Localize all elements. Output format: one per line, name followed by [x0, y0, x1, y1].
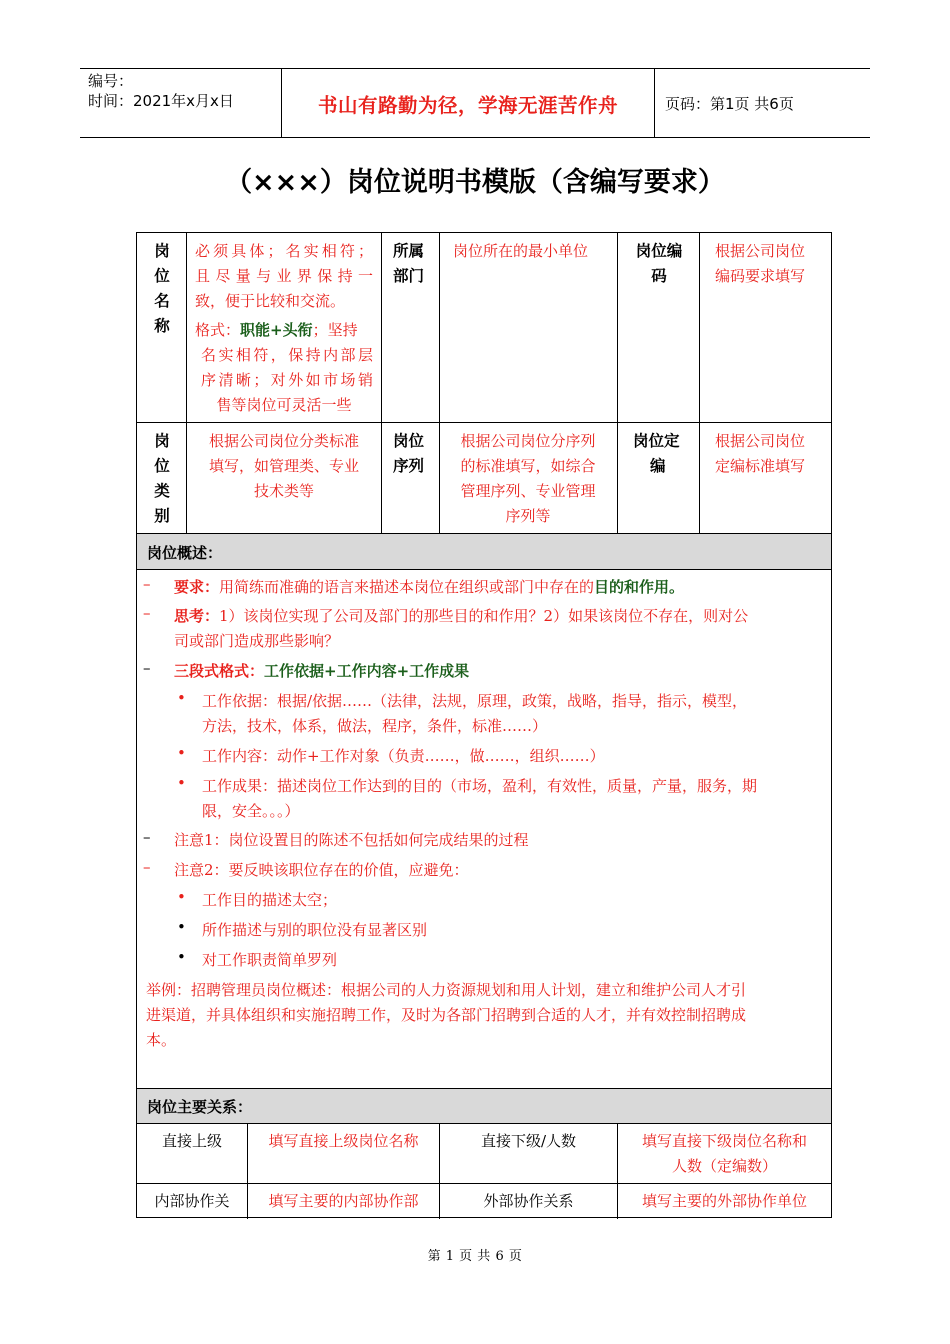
bullet-marker: • — [177, 689, 186, 707]
document-number-label: 编号： — [88, 72, 134, 90]
row-divider — [137, 569, 831, 570]
superior-label: 直接上级 — [161, 1132, 222, 1150]
row-divider — [137, 1183, 831, 1184]
overview-thinking: 思考：1）该岗位实现了公司及部门的那些目的和作用？2）如果该岗位不存在，则对公 司或部门造成那些影响？ — [174, 607, 749, 650]
job-type-value: 根据公司岗位分类标准 填写，如管理类、专业 技术类等 — [208, 432, 359, 500]
dash-marker: – — [143, 659, 151, 677]
job-type-label: 岗 位 类 别 — [154, 432, 170, 525]
col-divider — [617, 233, 618, 533]
external-cooperation-label: 外部协作关系 — [483, 1192, 574, 1210]
overview-heading-band — [137, 534, 831, 569]
page-footer: 第 1 页 共 6 页 — [427, 1249, 523, 1264]
job-name-label: 岗 位 名 称 — [154, 242, 170, 335]
dash-marker: – — [143, 604, 151, 622]
subordinate-value: 填写直接下级岗位名称和 人数（定编数） — [641, 1132, 807, 1175]
col-divider — [439, 233, 440, 533]
job-code-label: 岗位编 码 — [635, 242, 683, 285]
bullet-marker: • — [177, 948, 186, 966]
job-name-requirement: 必须具体；名实相符； 且尽量与业界保持一 致，便于比较和交流。 格式：职能+头衔；坚持 名实相符，保持内部层 序清晰；对外如市场销 售等岗位可灵活一些 — [195, 242, 373, 414]
header-motto-cell — [282, 69, 655, 137]
format-content: 工作内容：动作+工作对象（负责……，做……，组织……） — [202, 747, 605, 765]
col-divider — [699, 233, 700, 533]
motto: 书山有路勤为径，学海无涯苦作舟 — [317, 94, 618, 117]
header-page-cell — [655, 69, 870, 137]
overview-requirement: 要求：用简练而准确的语言来描述本岗位在组织或部门中存在的目的和作用。 — [174, 578, 685, 596]
note-1: 注意1：岗位设置目的陈述不包括如何完成结果的过程 — [174, 831, 529, 849]
note-2: 注意2：要反映该职位存在的价值，应避免： — [174, 861, 469, 879]
internal-cooperation-value: 填写主要的内部协作部 — [268, 1192, 419, 1210]
avoid-item: 对工作职责简单罗列 — [202, 951, 338, 969]
avoid-item: 所作描述与别的职位没有显著区别 — [202, 921, 428, 939]
document-time: 时间：2021年x月x日 — [88, 92, 234, 110]
job-code-value: 根据公司岗位 编码要求填写 — [715, 242, 806, 285]
header-info-cell — [80, 69, 282, 137]
format-basis: 工作依据：根据/依据……（法律，法规，原理，政策，战略，指导，指示，模型， 方法，技术，体系，做法，程序，条件，标准……） — [202, 692, 748, 735]
dash-marker: – — [143, 828, 151, 846]
bullet-marker: • — [177, 774, 186, 792]
col-divider — [381, 233, 382, 533]
job-sequence-label: 岗位 序列 — [393, 432, 425, 475]
job-sequence-value: 根据公司岗位分序列 的标准填写，如综合 管理序列、专业管理 序列等 — [460, 432, 596, 525]
overview-example: 举例：招聘管理员岗位概述：根据公司的人力资源规划和用人计划，建立和维护公司人才引 进渠道，并具体组织和实施招聘工作，及时为各部门招聘到合适的人才，并有效控制招聘成 本。 — [146, 981, 747, 1049]
row-divider — [137, 422, 831, 423]
page-header — [80, 68, 870, 138]
row-divider — [137, 1123, 831, 1124]
department-label: 所属 部门 — [393, 242, 425, 285]
job-quota-value: 根据公司岗位 定编标准填写 — [715, 432, 806, 475]
subordinate-label: 直接下级/人数 — [480, 1132, 577, 1150]
avoid-item: 工作目的描述太空； — [202, 891, 338, 909]
superior-value: 填写直接上级岗位名称 — [268, 1132, 419, 1150]
department-value: 岗位所在的最小单位 — [453, 242, 589, 260]
dash-marker: – — [143, 858, 151, 876]
bullet-marker: • — [177, 888, 186, 906]
document-title: （×××）岗位说明书模版（含编写要求） — [225, 167, 725, 198]
job-description-table — [136, 232, 832, 1218]
bullet-marker: • — [177, 744, 186, 762]
page-number: 页码：第1页 共6页 — [665, 95, 794, 113]
row-divider — [137, 533, 831, 534]
internal-cooperation-label: 内部协作关 — [154, 1192, 230, 1210]
bullet-marker: • — [177, 918, 186, 936]
format-result: 工作成果：描述岗位工作达到的目的（市场，盈利，有效性，质量，产量，服务，期 限，安全。。。） — [202, 777, 758, 820]
dash-marker: – — [143, 575, 151, 593]
relations-heading: 岗位主要关系： — [147, 1098, 253, 1116]
overview-heading: 岗位概述： — [147, 544, 223, 562]
row-divider — [137, 1088, 831, 1089]
external-cooperation-value: 填写主要的外部协作单位 — [641, 1192, 807, 1210]
col-divider — [186, 233, 187, 533]
overview-format: 三段式格式：工作依据+工作内容+工作成果 — [174, 662, 470, 680]
job-quota-label: 岗位定 编 — [633, 432, 680, 475]
